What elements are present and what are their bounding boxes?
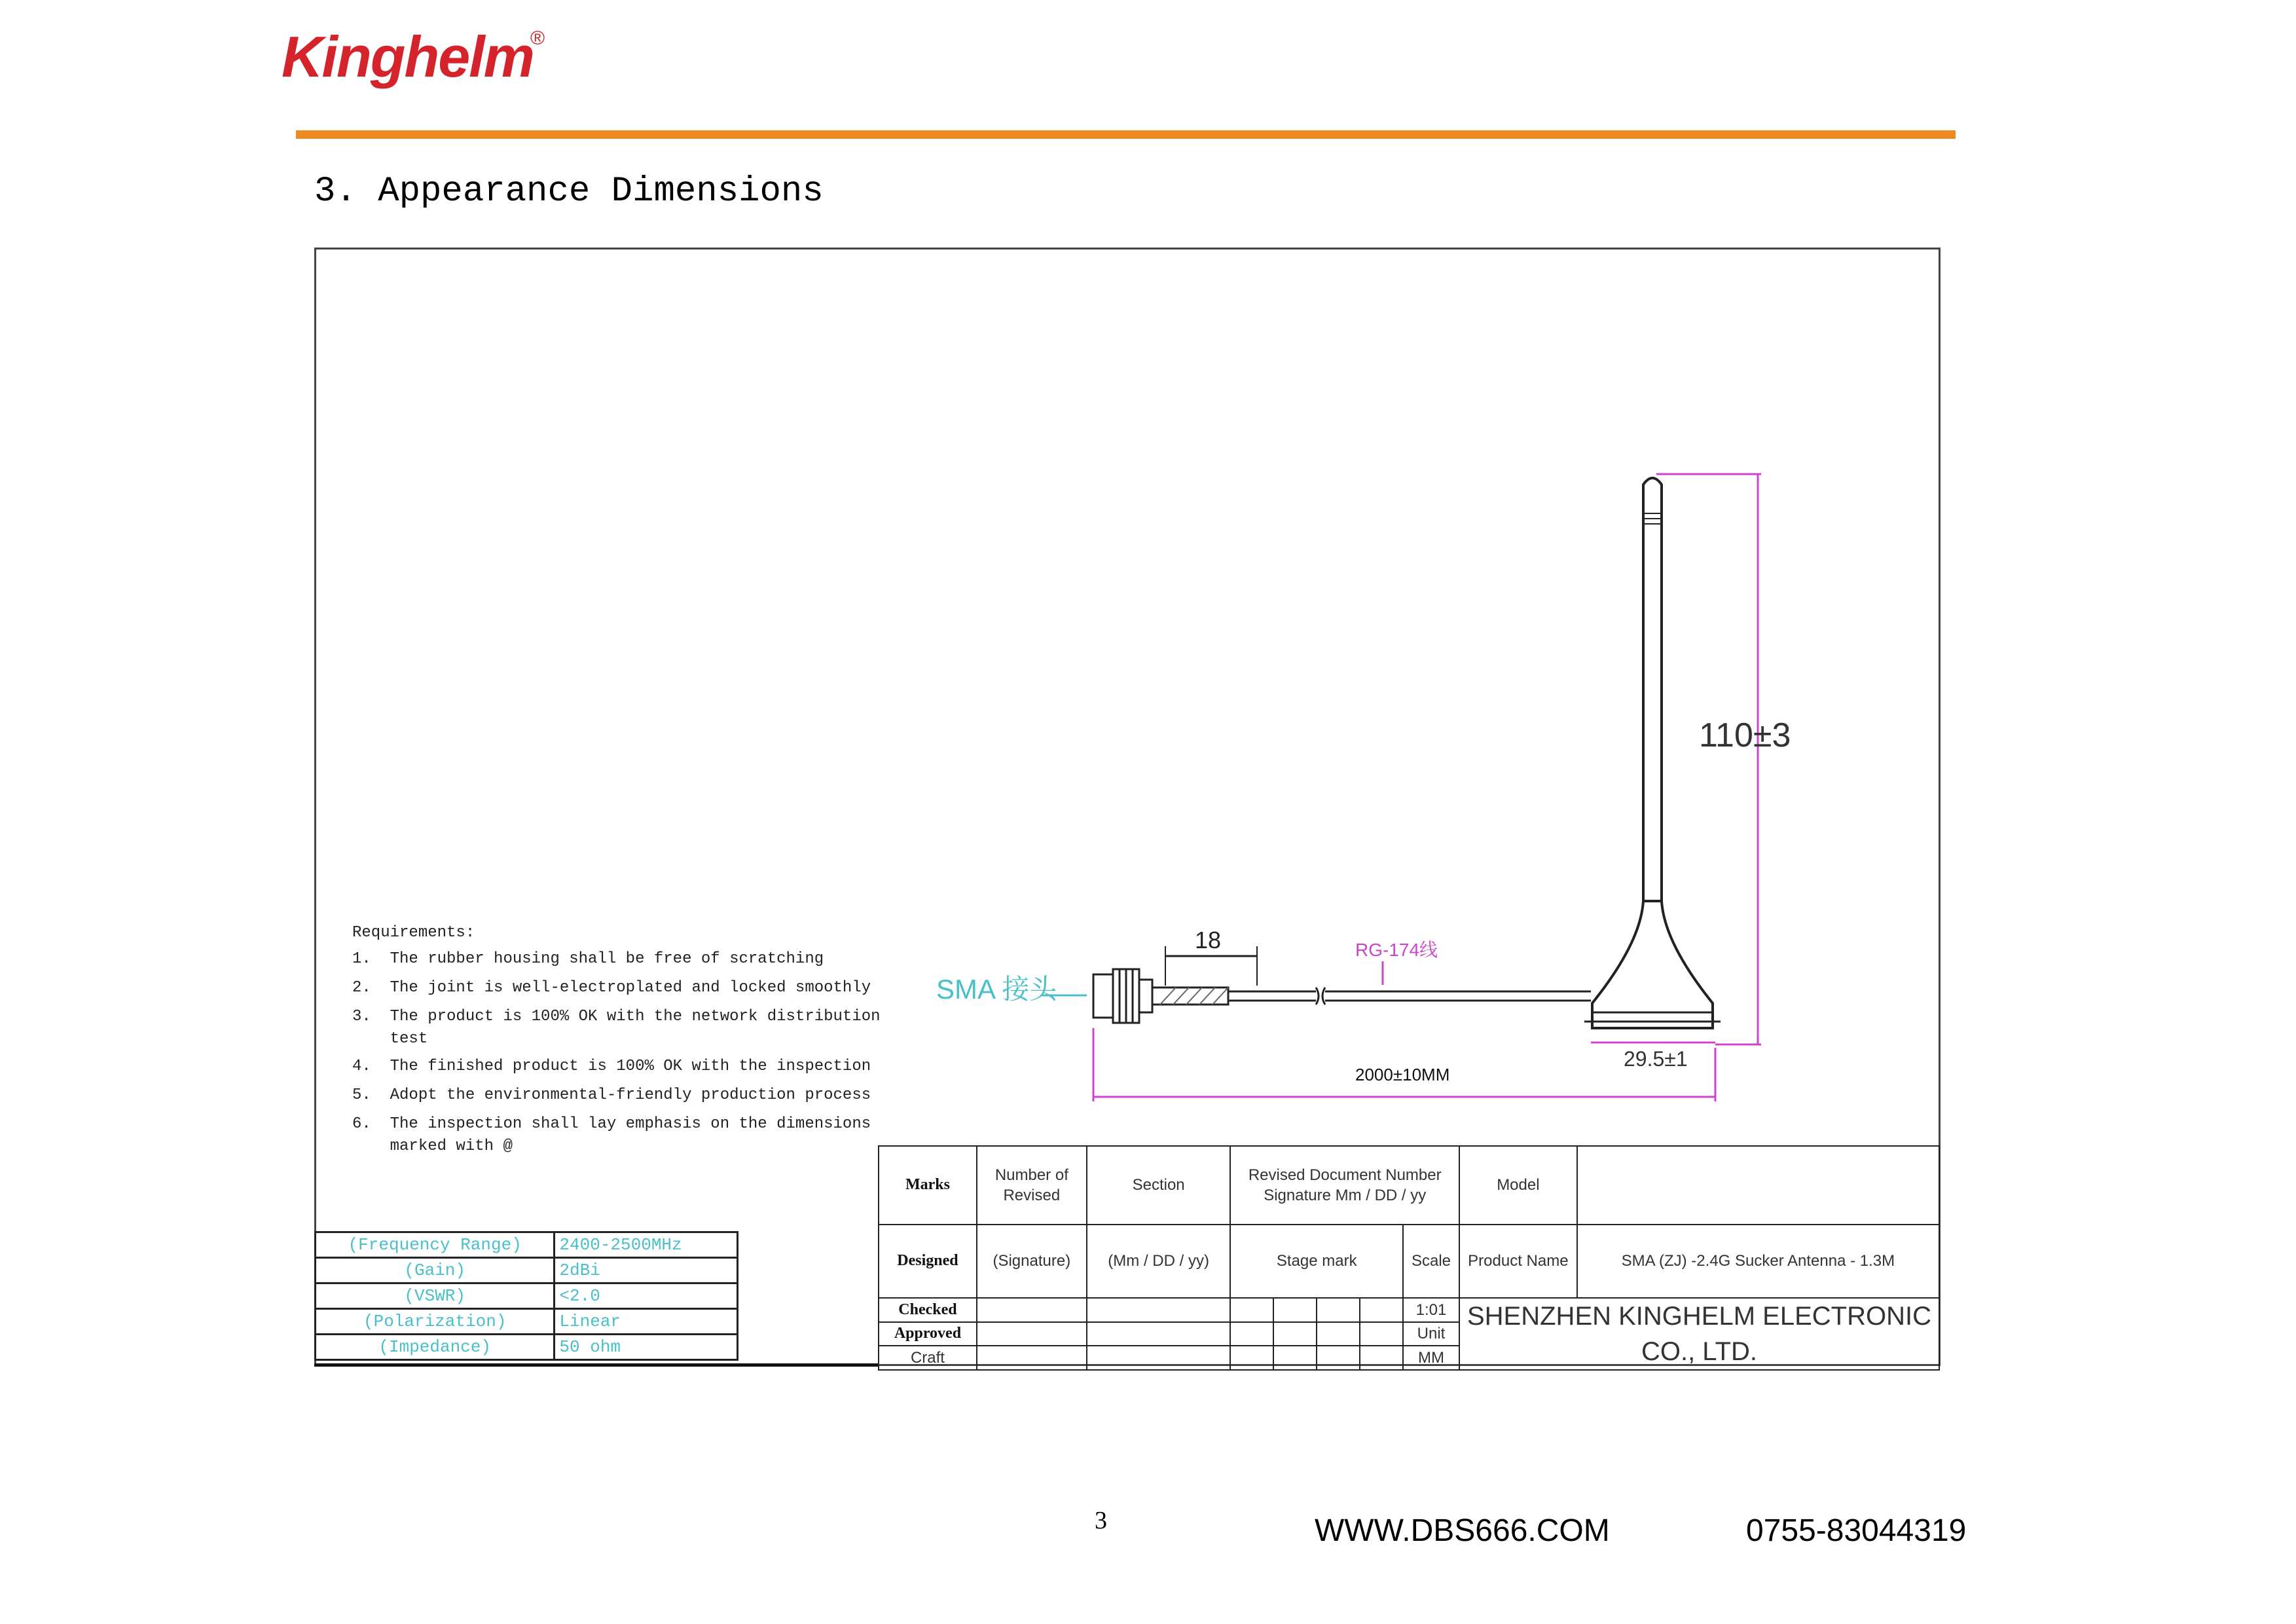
requirement-item: 1. The rubber housing shall be free of scratching [352,950,824,968]
page-number: 3 [1095,1507,1107,1534]
empty-cell [1087,1298,1231,1322]
antenna-drawing [917,458,1846,1113]
unit-label: Unit [1403,1322,1459,1346]
spec-key: (Gain) [316,1258,555,1283]
table-row [316,1335,738,1360]
requirement-item: 6. The inspection shall lay emphasis on the dimensions [352,1115,871,1133]
table-row [879,1146,1939,1225]
spec-table-bottom-rule [314,1363,879,1367]
requirement-item: 4. The finished product is 100% OK with the inspection [352,1058,871,1075]
title-block [878,1145,1940,1371]
spec-value: 2dBi [555,1258,738,1283]
designed-label: Designed [879,1225,977,1298]
empty-cell [1273,1298,1317,1322]
empty-cell [1230,1346,1273,1370]
empty-cell [1317,1346,1360,1370]
requirement-item: 5. Adopt the environmental-friendly production process [352,1086,871,1104]
spec-key: (VSWR) [316,1283,555,1309]
cable-break [1316,987,1325,1005]
company-name-line1: SHENZHEN KINGHELM ELECTRONIC [1467,1302,1931,1331]
marks-label: Marks [879,1146,977,1225]
section-label: Section [1087,1146,1231,1225]
spec-value: 50 ohm [555,1335,738,1360]
empty-cell [1273,1322,1317,1346]
connector-label: SMA 接头 [936,974,1057,1005]
empty-cell [1087,1346,1231,1370]
empty-cell [1230,1298,1273,1322]
craft-label: Craft [879,1346,977,1370]
table-row [879,1298,1939,1322]
empty-cell [1360,1322,1403,1346]
number-of-revised-label: Number of Revised [977,1146,1087,1225]
company-logo: Kinghelm [282,24,534,89]
table-row [879,1225,1939,1298]
stage-mark-label: Stage mark [1230,1225,1403,1298]
registered-mark: ® [530,28,545,49]
dim-length-value: 2000±10MM [1355,1065,1450,1084]
requirement-item: marked with @ [352,1137,513,1155]
empty-cell [1360,1298,1403,1322]
empty-cell [977,1298,1087,1322]
spec-value: Linear [555,1309,738,1335]
requirement-item: test [352,1030,428,1048]
model-label: Model [1459,1146,1577,1225]
empty-cell [977,1346,1087,1370]
header-divider [296,130,1956,139]
footer-website[interactable]: WWW.DBS666.COM [1315,1513,1610,1548]
empty-cell [1317,1298,1360,1322]
date-label: (Mm / DD / yy) [1087,1225,1231,1298]
table-row [316,1232,738,1258]
dim-connector-value: 18 [1195,927,1222,953]
checked-label: Checked [879,1298,977,1322]
empty-cell [1317,1322,1360,1346]
antenna-whip [1643,478,1662,901]
spec-value: 2400-2500MHz [555,1232,738,1258]
unit-value: MM [1403,1346,1459,1370]
empty-cell [977,1322,1087,1346]
empty-cell [1087,1322,1231,1346]
model-value [1577,1146,1939,1225]
spec-key: (Polarization) [316,1309,555,1335]
company-name [1459,1298,1939,1370]
scale-label: Scale [1403,1225,1459,1298]
section-title: 3. Appearance Dimensions [314,172,824,212]
scale-value: 1:01 [1403,1298,1459,1322]
spec-table [314,1231,738,1361]
table-row [316,1309,738,1335]
product-name-value: SMA (ZJ) -2.4G Sucker Antenna - 1.3M [1577,1225,1939,1298]
spec-key: (Frequency Range) [316,1232,555,1258]
revised-doc-label: Revised Document Number Signature Mm / DD / yy [1230,1146,1459,1225]
spec-value: <2.0 [555,1283,738,1309]
footer-phone: 0755-83044319 [1746,1513,1967,1548]
product-name-label: Product Name [1459,1225,1577,1298]
spec-key: (Impedance) [316,1335,555,1360]
company-name-line2: CO., LTD. [1641,1337,1758,1366]
empty-cell [1360,1346,1403,1370]
approved-label: Approved [879,1322,977,1346]
empty-cell [1230,1322,1273,1346]
magnetic-base [1592,901,1713,1028]
requirements-heading: Requirements: [352,924,475,942]
cable-label: RG-174线 [1355,940,1438,960]
requirement-item: 2. The joint is well-electroplated and locked smoothly [352,979,871,997]
signature-label: (Signature) [977,1225,1087,1298]
dim-height-value: 110±3 [1699,716,1791,754]
dim-base-value: 29.5±1 [1624,1047,1688,1071]
requirement-item: 3. The product is 100% OK with the network distribution [352,1008,881,1025]
table-row [316,1258,738,1283]
table-row [316,1283,738,1309]
empty-cell [1273,1346,1317,1370]
